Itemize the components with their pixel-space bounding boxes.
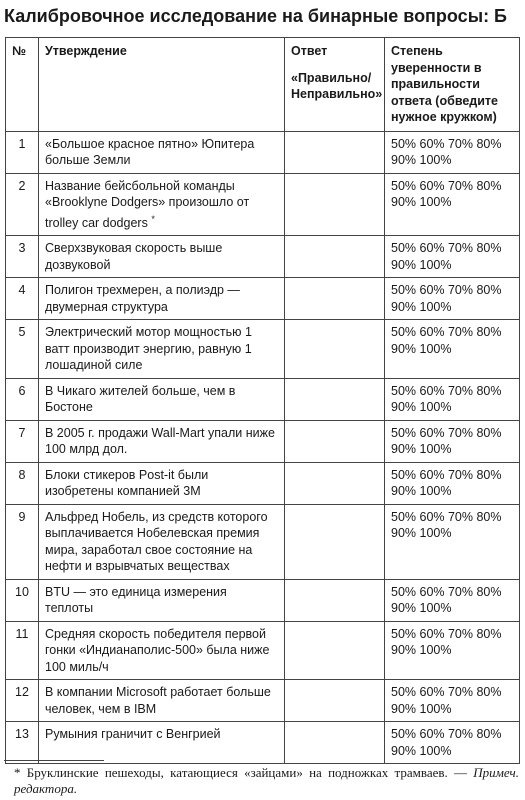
confidence-options[interactable] <box>385 278 520 320</box>
row-number: 4 <box>6 278 39 320</box>
answer-cell[interactable] <box>285 420 385 462</box>
statement-cell <box>39 278 285 320</box>
answer-cell[interactable] <box>285 278 385 320</box>
confidence-options-line1[interactable]: 50% 60% 70% 80% <box>391 325 502 340</box>
confidence-options-line2[interactable]: 90% 100% <box>391 195 452 209</box>
row-number: 11 <box>6 621 39 680</box>
footnote-text: Бруклинские пешеходы, катающиеся «зайцами» на подножках трамваев. — <box>26 765 467 780</box>
header-number: № <box>6 38 39 132</box>
table-row <box>6 131 520 173</box>
table-row <box>6 722 520 764</box>
confidence-options[interactable] <box>385 680 520 722</box>
statement-text: В компании Microsoft работает больше человек, чем в IBM <box>45 685 271 716</box>
statement-text: Название бейсбольной команды «Brooklyne Dodgers» произошло от trolley car dodgers <box>45 178 250 230</box>
row-number: 13 <box>6 722 39 764</box>
confidence-options[interactable] <box>385 579 520 621</box>
statement-text: Блоки стикеров Post-it были изобретены компанией 3M <box>45 467 209 499</box>
confidence-options-line2[interactable]: 90% 100% <box>391 643 452 658</box>
table-row <box>6 378 520 420</box>
confidence-options[interactable] <box>385 504 520 579</box>
row-number: 12 <box>6 680 39 722</box>
row-number: 5 <box>6 320 39 379</box>
confidence-options[interactable] <box>385 462 520 504</box>
answer-cell[interactable] <box>285 504 385 579</box>
confidence-options-line1[interactable]: 50% 60% 70% 80% <box>391 626 502 641</box>
statement-cell <box>39 236 285 278</box>
statement-text: BTU — это единица измерения теплоты <box>45 584 227 616</box>
answer-cell[interactable] <box>285 462 385 504</box>
header-statement: Утверждение <box>39 38 285 132</box>
answer-cell[interactable] <box>285 579 385 621</box>
answer-cell[interactable] <box>285 131 385 173</box>
statement-text: Средняя скорость победителя первой гонки «Индианаполис-500» была ниже 100 миль/ч <box>45 626 270 674</box>
confidence-options-line2[interactable]: 90% 100% <box>391 299 452 314</box>
statement-text: Полигон трехмерен, а полиэдр — двумерная структура <box>45 283 240 314</box>
confidence-options-line2[interactable]: 90% 100% <box>391 400 452 415</box>
confidence-options-line1[interactable]: 50% 60% 70% 80% <box>391 467 502 482</box>
statement-cell <box>39 462 285 504</box>
answer-cell[interactable] <box>285 722 385 764</box>
confidence-options-line2[interactable]: 90% 100% <box>391 257 452 272</box>
table-row <box>6 462 520 504</box>
footnote <box>14 765 519 797</box>
confidence-options-line1[interactable]: 50% 60% 70% 80% <box>391 425 502 440</box>
statement-cell <box>39 621 285 680</box>
confidence-options[interactable] <box>385 378 520 420</box>
statement-cell <box>39 579 285 621</box>
answer-cell[interactable] <box>285 378 385 420</box>
table-row <box>6 504 520 579</box>
table-row <box>6 680 520 722</box>
statement-text: «Большое красное пятно» Юпитера больше Земли <box>45 136 255 167</box>
confidence-options-line2[interactable]: 90% 100% <box>391 442 452 457</box>
confidence-options-line1[interactable]: 50% 60% 70% 80% <box>391 685 502 700</box>
statement-text: Альфред Нобель, из средств которого выплачивается Нобелевская премия мира, заработал свое состояние на нефти и взрывчатых веществах <box>45 509 268 574</box>
table-row <box>6 579 520 621</box>
confidence-options[interactable] <box>385 621 520 680</box>
header-answer-options: «Правильно/ Неправильно» <box>291 70 383 101</box>
table-row <box>6 621 520 680</box>
answer-cell[interactable] <box>285 320 385 379</box>
confidence-options[interactable] <box>385 722 520 764</box>
row-number: 3 <box>6 236 39 278</box>
statement-cell <box>39 722 285 764</box>
statement-cell <box>39 420 285 462</box>
row-number: 1 <box>6 131 39 173</box>
confidence-options-line1[interactable]: 50% 60% 70% 80% <box>391 136 502 151</box>
row-number: 8 <box>6 462 39 504</box>
footnote-divider <box>4 760 104 761</box>
statement-text: Электрический мотор мощностью 1 ватт производит энергию, равную 1 лошадиной силе <box>45 325 252 373</box>
table-row <box>6 236 520 278</box>
header-answer-title: Ответ <box>291 44 328 58</box>
table-row <box>6 278 520 320</box>
confidence-options-line2[interactable]: 90% 100% <box>391 601 452 616</box>
statement-text: В 2005 г. продажи Wall-Mart упали ниже 100 млрд дол. <box>45 425 275 457</box>
confidence-options[interactable] <box>385 236 520 278</box>
answer-cell[interactable] <box>285 236 385 278</box>
statement-text: В Чикаго жителей больше, чем в Бостоне <box>45 383 236 415</box>
row-number: 10 <box>6 579 39 621</box>
statement-text: Румыния граничит с Венгрией <box>45 727 221 742</box>
statement-text: Сверхзвуковая скорость выше дозвуковой <box>45 241 223 272</box>
table-body <box>6 131 520 764</box>
statement-cell <box>39 680 285 722</box>
header-answer <box>285 38 385 132</box>
statement-cell <box>39 131 285 173</box>
answer-cell[interactable] <box>285 173 385 236</box>
table-row <box>6 173 520 236</box>
confidence-options-line2[interactable]: 90% 100% <box>391 153 452 167</box>
header-confidence: Степень уверенности в правильности ответа (обведите нужное кружком) <box>385 38 520 132</box>
confidence-options-line2[interactable]: 90% 100% <box>391 341 452 356</box>
statement-cell <box>39 504 285 579</box>
confidence-options-line1[interactable]: 50% 60% 70% 80% <box>391 241 502 256</box>
table-row <box>6 420 520 462</box>
table-row <box>6 320 520 379</box>
confidence-options-line2[interactable]: 90% 100% <box>391 701 452 716</box>
confidence-options-line2[interactable]: 90% 100% <box>391 484 452 499</box>
statement-cell <box>39 173 285 236</box>
confidence-options[interactable] <box>385 131 520 173</box>
confidence-options-line1[interactable]: 50% 60% 70% 80% <box>391 383 502 398</box>
confidence-options[interactable] <box>385 173 520 236</box>
confidence-options-line1[interactable]: 50% 60% 70% 80% <box>391 178 502 193</box>
answer-cell[interactable] <box>285 680 385 722</box>
statement-cell <box>39 320 285 379</box>
footnote-reference: * <box>151 213 155 224</box>
confidence-options-line1[interactable]: 50% 60% 70% 80% <box>391 509 502 524</box>
table-header-row <box>6 38 520 132</box>
confidence-options-line1[interactable]: 50% 60% 70% 80% <box>391 584 502 599</box>
statement-cell <box>39 378 285 420</box>
confidence-options-line2[interactable]: 90% 100% <box>391 526 452 541</box>
confidence-options-line2[interactable]: 90% 100% <box>391 743 452 758</box>
footnote-editor-note: Примеч. редактора. <box>14 765 519 796</box>
footnote-marker: * <box>14 765 21 780</box>
answer-cell[interactable] <box>285 621 385 680</box>
confidence-options[interactable] <box>385 420 520 462</box>
row-number: 9 <box>6 504 39 579</box>
calibration-table <box>5 37 520 764</box>
confidence-options-line1[interactable]: 50% 60% 70% 80% <box>391 727 502 742</box>
page-title: Калибровочное исследование на бинарные вопросы: Б <box>4 6 507 26</box>
confidence-options[interactable] <box>385 320 520 379</box>
row-number: 2 <box>6 173 39 236</box>
confidence-options-line1[interactable]: 50% 60% 70% 80% <box>391 283 502 298</box>
row-number: 6 <box>6 378 39 420</box>
row-number: 7 <box>6 420 39 462</box>
